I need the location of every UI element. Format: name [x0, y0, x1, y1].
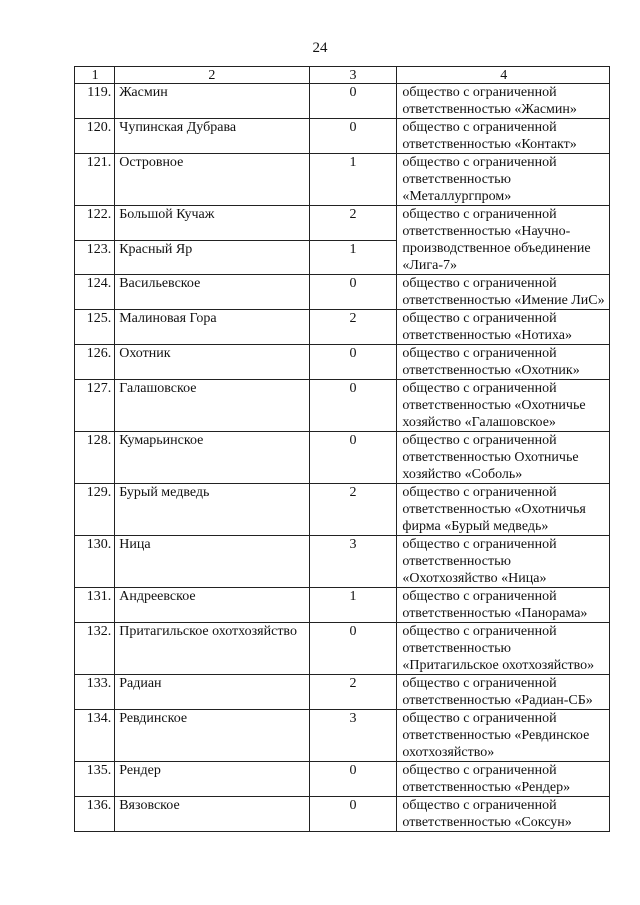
organization-cell: общество с ограниченной ответственностью «Металлургпром»	[397, 154, 610, 206]
organization-cell: общество с ограниченной ответственностью «Охотничья фирма «Бурый медведь»	[397, 484, 610, 536]
ground-name: Вязовское	[115, 797, 309, 832]
organization-cell: общество с ограниченной ответственностью «Имение ЛиС»	[397, 275, 610, 310]
row-number: 130.	[75, 536, 115, 588]
value-cell: 0	[309, 623, 397, 675]
ground-name: Бурый медведь	[115, 484, 309, 536]
organization-cell: общество с ограниченной ответственностью Охотничье хозяйство «Соболь»	[397, 432, 610, 484]
value-cell: 0	[309, 345, 397, 380]
ground-name: Притагильское охотхозяйство	[115, 623, 309, 675]
table-row	[75, 797, 610, 832]
row-number: 129.	[75, 484, 115, 536]
table-row	[75, 675, 610, 710]
row-number: 121.	[75, 154, 115, 206]
row-number: 133.	[75, 675, 115, 710]
table-row	[75, 432, 610, 484]
row-number: 123.	[75, 240, 115, 275]
table-row	[75, 710, 610, 762]
organization-cell: общество с ограниченной ответственностью «Рендер»	[397, 762, 610, 797]
column-header-3: 3	[309, 67, 397, 84]
table-row	[75, 623, 610, 675]
table-row	[75, 484, 610, 536]
row-number: 131.	[75, 588, 115, 623]
organization-cell: общество с ограниченной ответственностью «Контакт»	[397, 119, 610, 154]
ground-name: Радиан	[115, 675, 309, 710]
row-number: 125.	[75, 310, 115, 345]
table-row	[75, 380, 610, 432]
organization-cell: общество с ограниченной ответственностью «Охотник»	[397, 345, 610, 380]
row-number: 127.	[75, 380, 115, 432]
row-number: 126.	[75, 345, 115, 380]
value-cell: 0	[309, 432, 397, 484]
table-row	[75, 345, 610, 380]
organization-cell: общество с ограниченной ответственностью «Ревдинское охотхозяйство»	[397, 710, 610, 762]
organization-cell: общество с ограниченной ответственностью «Охотничье хозяйство «Галашовское»	[397, 380, 610, 432]
organization-cell: общество с ограниченной ответственностью «Научно-производственное объединение «Лига-7»	[397, 206, 610, 275]
organization-cell: общество с ограниченной ответственностью «Притагильское охотхозяйство»	[397, 623, 610, 675]
value-cell: 2	[309, 310, 397, 345]
table-row	[75, 762, 610, 797]
value-cell: 2	[309, 206, 397, 241]
column-header-4: 4	[397, 67, 610, 84]
column-header-1: 1	[75, 67, 115, 84]
row-number: 120.	[75, 119, 115, 154]
table-row	[75, 84, 610, 119]
hunting-grounds-table	[74, 66, 610, 832]
row-number: 135.	[75, 762, 115, 797]
organization-cell: общество с ограниченной ответственностью «Соксун»	[397, 797, 610, 832]
table-row	[75, 588, 610, 623]
value-cell: 0	[309, 797, 397, 832]
ground-name: Кумарьинское	[115, 432, 309, 484]
ground-name: Васильевское	[115, 275, 309, 310]
ground-name: Ница	[115, 536, 309, 588]
organization-cell: общество с ограниченной ответственностью «Панорама»	[397, 588, 610, 623]
value-cell: 0	[309, 84, 397, 119]
value-cell: 0	[309, 762, 397, 797]
value-cell: 3	[309, 536, 397, 588]
ground-name: Ревдинское	[115, 710, 309, 762]
table-header-row	[75, 67, 610, 84]
value-cell: 2	[309, 484, 397, 536]
value-cell: 0	[309, 380, 397, 432]
value-cell: 0	[309, 119, 397, 154]
ground-name: Малиновая Гора	[115, 310, 309, 345]
value-cell: 1	[309, 154, 397, 206]
row-number: 119.	[75, 84, 115, 119]
table-row	[75, 536, 610, 588]
ground-name: Большой Кучаж	[115, 206, 309, 241]
page-number: 24	[312, 40, 328, 56]
ground-name: Андреевское	[115, 588, 309, 623]
table-row	[75, 275, 610, 310]
ground-name: Островное	[115, 154, 309, 206]
row-number: 128.	[75, 432, 115, 484]
column-header-2: 2	[115, 67, 309, 84]
row-number: 136.	[75, 797, 115, 832]
row-number: 122.	[75, 206, 115, 241]
row-number: 134.	[75, 710, 115, 762]
organization-cell: общество с ограниченной ответственностью «Нотиха»	[397, 310, 610, 345]
table-row	[75, 310, 610, 345]
ground-name: Галашовское	[115, 380, 309, 432]
organization-cell: общество с ограниченной ответственностью «Охотхозяйство «Ница»	[397, 536, 610, 588]
value-cell: 3	[309, 710, 397, 762]
table-row	[75, 154, 610, 206]
value-cell: 1	[309, 240, 397, 275]
value-cell: 0	[309, 275, 397, 310]
ground-name: Рендер	[115, 762, 309, 797]
table-row	[75, 206, 610, 241]
ground-name: Охотник	[115, 345, 309, 380]
table-row	[75, 119, 610, 154]
organization-cell: общество с ограниченной ответственностью «Жасмин»	[397, 84, 610, 119]
value-cell: 1	[309, 588, 397, 623]
ground-name: Жасмин	[115, 84, 309, 119]
organization-cell: общество с ограниченной ответственностью «Радиан-СБ»	[397, 675, 610, 710]
row-number: 124.	[75, 275, 115, 310]
row-number: 132.	[75, 623, 115, 675]
ground-name: Красный Яр	[115, 240, 309, 275]
ground-name: Чупинская Дубрава	[115, 119, 309, 154]
value-cell: 2	[309, 675, 397, 710]
